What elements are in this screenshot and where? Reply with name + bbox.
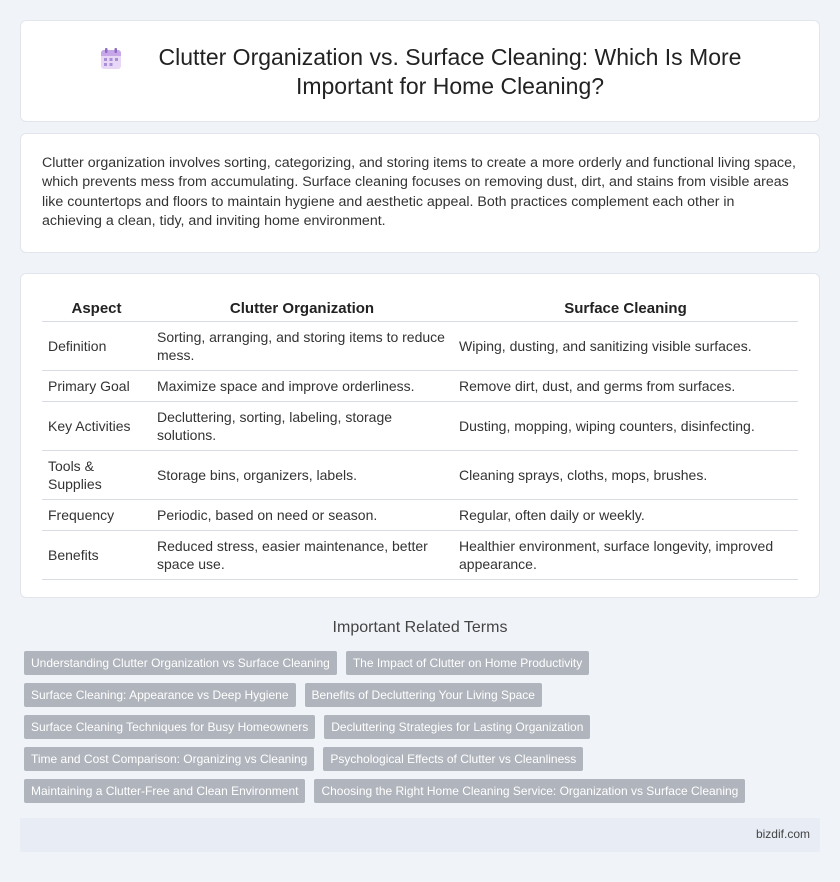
header-aspect: Aspect: [42, 294, 151, 321]
intro-card: [20, 133, 820, 253]
header-surface-cleaning: Surface Cleaning: [453, 294, 798, 321]
related-term-link[interactable]: Maintaining a Clutter-Free and Clean Environment: [24, 779, 305, 803]
aspect-cell: Definition: [42, 321, 151, 370]
related-term-link[interactable]: The Impact of Clutter on Home Productivity: [346, 651, 589, 675]
footer: [20, 818, 820, 852]
related-term-link[interactable]: Benefits of Decluttering Your Living Space: [305, 683, 542, 707]
clutter-cell: Reduced stress, easier maintenance, better space use.: [151, 530, 453, 579]
surface-cell: Dusting, mopping, wiping counters, disinfecting.: [453, 401, 798, 450]
table-row: [42, 401, 798, 450]
surface-cell: Wiping, dusting, and sanitizing visible surfaces.: [453, 321, 798, 370]
title-card: [20, 20, 820, 122]
table-row: [42, 370, 798, 401]
aspect-cell: Benefits: [42, 530, 151, 579]
related-term-link[interactable]: Psychological Effects of Clutter vs Cleanliness: [323, 747, 583, 771]
clutter-cell: Periodic, based on need or season.: [151, 499, 453, 530]
related-term-link[interactable]: Time and Cost Comparison: Organizing vs Cleaning: [24, 747, 314, 771]
table-row: [42, 499, 798, 530]
page-title: Clutter Organization vs. Surface Cleaning: Which Is More Important for Home Cleaning?: [158, 44, 742, 99]
surface-cell: Healthier environment, surface longevity, improved appearance.: [453, 530, 798, 579]
surface-cell: Remove dirt, dust, and germs from surfaces.: [453, 370, 798, 401]
related-terms-title: Important Related Terms: [332, 619, 508, 636]
surface-cell: Regular, often daily or weekly.: [453, 499, 798, 530]
clutter-cell: Decluttering, sorting, labeling, storage solutions.: [151, 401, 453, 450]
table-row: [42, 321, 798, 370]
related-terms-list: [24, 651, 804, 811]
clutter-cell: Storage bins, organizers, labels.: [151, 450, 453, 499]
comparison-table: [42, 294, 798, 580]
intro-paragraph: Clutter organization involves sorting, categorizing, and storing items to create a more orderly and functional living space, which prevents mess from accumulating. Surface cleaning focuses on removing dust, dirt, and stains from visible areas like countertops and floors to maintain hygiene and aesthetic appeal. Both practices complement each other in achieving a clean, tidy, and inviting home environment.: [42, 155, 796, 229]
comparison-table-card: [20, 273, 820, 598]
related-term-link[interactable]: Surface Cleaning Techniques for Busy Homeowners: [24, 715, 315, 739]
aspect-cell: Primary Goal: [42, 370, 151, 401]
table-row: [42, 450, 798, 499]
aspect-cell: Tools & Supplies: [42, 450, 151, 499]
clutter-cell: Maximize space and improve orderliness.: [151, 370, 453, 401]
header-clutter-organization: Clutter Organization: [151, 294, 453, 321]
table-header-row: [42, 294, 798, 321]
related-term-link[interactable]: Choosing the Right Home Cleaning Service: Organization vs Surface Cleaning: [314, 779, 745, 803]
clutter-cell: Sorting, arranging, and storing items to reduce mess.: [151, 321, 453, 370]
related-term-link[interactable]: Surface Cleaning: Appearance vs Deep Hygiene: [24, 683, 296, 707]
site-name[interactable]: bizdif.com: [755, 827, 810, 841]
related-term-link[interactable]: Decluttering Strategies for Lasting Organization: [324, 715, 590, 739]
surface-cell: Cleaning sprays, cloths, mops, brushes.: [453, 450, 798, 499]
aspect-cell: Key Activities: [42, 401, 151, 450]
table-row: [42, 530, 798, 579]
related-term-link[interactable]: Understanding Clutter Organization vs Surface Cleaning: [24, 651, 337, 675]
aspect-cell: Frequency: [42, 499, 151, 530]
